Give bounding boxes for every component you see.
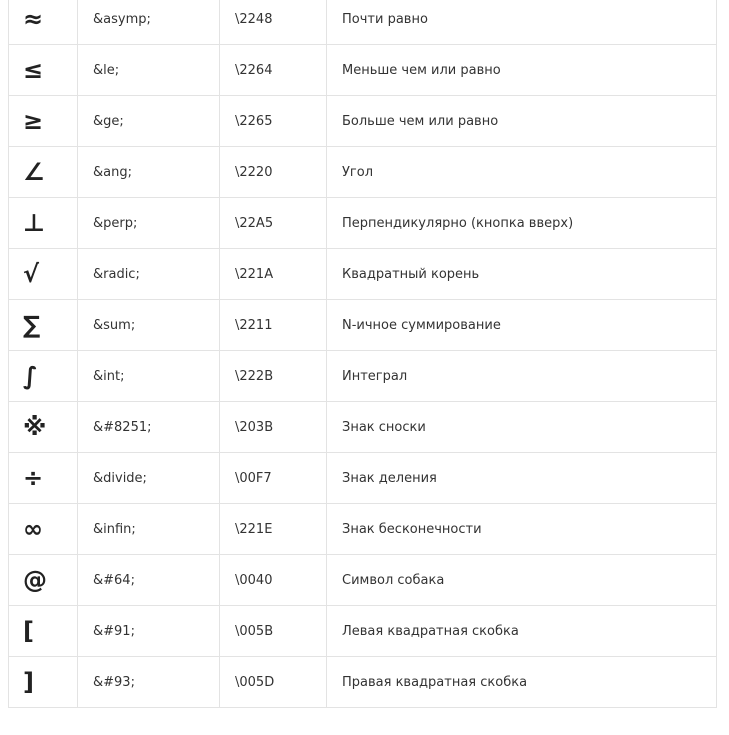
html-entity-cell: &ge; [78,96,220,147]
description-cell: Больше чем или равно [327,96,717,147]
css-code-cell: \221A [220,249,327,300]
html-entity-cell: &#64; [78,555,220,606]
css-code-cell: \222B [220,351,327,402]
css-code-cell: \005B [220,606,327,657]
html-entity-cell: &radic; [78,249,220,300]
table-row [9,657,717,708]
html-entity-cell: &ang; [78,147,220,198]
css-code-cell: \2265 [220,96,327,147]
symbols-table-container [8,0,717,708]
css-code-cell: \2248 [220,0,327,45]
symbol-cell: ∫ [9,351,78,402]
symbol-cell: ÷ [9,453,78,504]
css-code-cell: \203B [220,402,327,453]
html-entity-cell: &int; [78,351,220,402]
html-entity-cell: &#93; [78,657,220,708]
description-cell: Знак бесконечности [327,504,717,555]
table-row [9,300,717,351]
table-row [9,0,717,45]
css-code-cell: \221E [220,504,327,555]
symbols-table [8,0,717,708]
html-entity-cell: &#91; [78,606,220,657]
symbol-cell: ⊥ [9,198,78,249]
table-row [9,45,717,96]
symbol-cell: ≤ [9,45,78,96]
symbol-cell: ∞ [9,504,78,555]
description-cell: Интеграл [327,351,717,402]
html-entity-cell: &infin; [78,504,220,555]
symbol-cell: @ [9,555,78,606]
html-entity-cell: &sum; [78,300,220,351]
html-entity-cell: &le; [78,45,220,96]
html-entity-cell: &divide; [78,453,220,504]
table-row [9,249,717,300]
description-cell: Меньше чем или равно [327,45,717,96]
symbol-cell: [ [9,606,78,657]
symbol-cell: ∠ [9,147,78,198]
table-row [9,147,717,198]
description-cell: Почти равно [327,0,717,45]
css-code-cell: \2220 [220,147,327,198]
description-cell: Угол [327,147,717,198]
table-row [9,504,717,555]
symbols-table-body [9,0,717,708]
html-entity-cell: &perp; [78,198,220,249]
symbol-cell: ∑ [9,300,78,351]
css-code-cell: \0040 [220,555,327,606]
css-code-cell: \2211 [220,300,327,351]
symbol-cell: ≈ [9,0,78,45]
symbol-cell: ] [9,657,78,708]
table-row [9,351,717,402]
css-code-cell: \2264 [220,45,327,96]
description-cell: Знак деления [327,453,717,504]
description-cell: Левая квадратная скобка [327,606,717,657]
symbol-cell: √ [9,249,78,300]
table-row [9,555,717,606]
css-code-cell: \005D [220,657,327,708]
description-cell: Знак сноски [327,402,717,453]
html-entity-cell: &#8251; [78,402,220,453]
css-code-cell: \00F7 [220,453,327,504]
html-entity-cell: &asymp; [78,0,220,45]
css-code-cell: \22A5 [220,198,327,249]
symbol-cell: ≥ [9,96,78,147]
table-row [9,402,717,453]
description-cell: Правая квадратная скобка [327,657,717,708]
description-cell: Квадратный корень [327,249,717,300]
table-row [9,198,717,249]
description-cell: Символ собака [327,555,717,606]
description-cell: N-ичное суммирование [327,300,717,351]
table-row [9,606,717,657]
description-cell: Перпендикулярно (кнопка вверх) [327,198,717,249]
table-row [9,96,717,147]
table-row [9,453,717,504]
symbol-cell: ※ [9,402,78,453]
